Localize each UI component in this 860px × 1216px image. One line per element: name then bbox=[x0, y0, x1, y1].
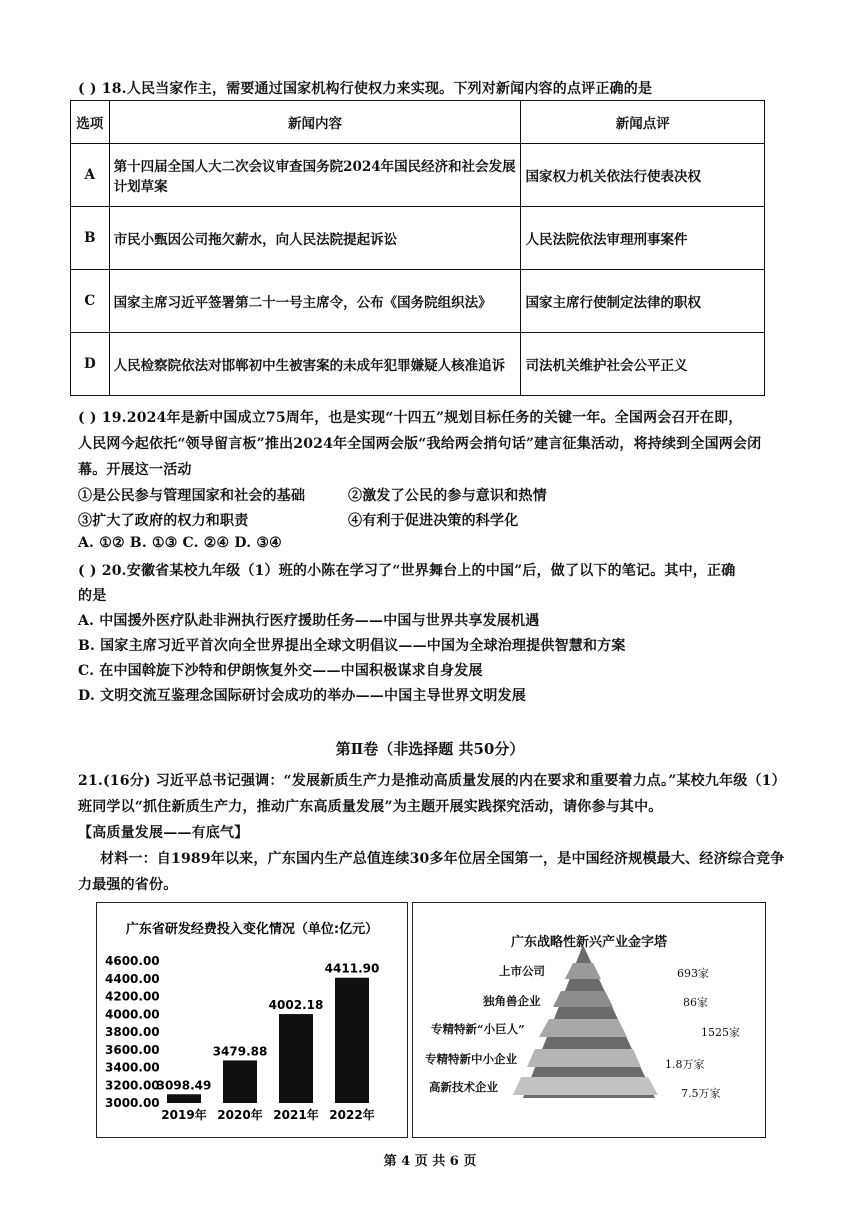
industry-pyramid-chart bbox=[412, 902, 766, 1138]
y-tick-label: 3200.00 bbox=[105, 1078, 160, 1093]
x-axis-labels bbox=[161, 1107, 374, 1122]
x-tick-label: 2019年 bbox=[161, 1108, 207, 1122]
q20-option-c: C. 在中国斡旋下沙特和伊朗恢复外交——中国积极谋求自身发展 bbox=[78, 663, 483, 679]
table-row bbox=[71, 144, 765, 207]
y-tick-label: 3400.00 bbox=[105, 1060, 160, 1075]
material-1-line1: 材料一：自1989年以来，广东国内生产总值连续30多年位居全国第一，是中国经济规模最大、经济综合竞争 bbox=[100, 851, 785, 867]
pyramid-level-label: 专精特新中小企业 bbox=[425, 1052, 517, 1066]
bar bbox=[167, 1094, 201, 1103]
pyramid-level-label: 高新技术企业 bbox=[429, 1080, 498, 1094]
row-option: A bbox=[71, 144, 110, 207]
rd-funding-chart bbox=[96, 902, 408, 1138]
y-tick-label: 3800.00 bbox=[105, 1025, 160, 1039]
y-tick-label: 4400.00 bbox=[105, 971, 160, 986]
y-tick-label: 3000.00 bbox=[105, 1096, 160, 1110]
q19-line2: 人民网今起依托“领导留言板”推出2024年全国两会版“我给两会捎句话”建言征集活动，将持续到全国两会闭 bbox=[78, 436, 762, 452]
pyramid-level-label: 上市公司 bbox=[499, 964, 545, 978]
q19-line1: ( ) 19.2024年是新中国成立75周年，也是实现“十四五”规划目标任务的关键一年。全国两会召开在即， bbox=[78, 410, 743, 426]
pyramid-level-value: 7.5万家 bbox=[681, 1087, 721, 1100]
row-comment: 人民法院依法审理刑事案件 bbox=[521, 207, 765, 270]
q19-option-4: ④有利于促进决策的科学化 bbox=[348, 513, 519, 529]
rd-funding-bar-svg bbox=[97, 903, 407, 1137]
table-row bbox=[71, 333, 765, 396]
pyramid-level-label: 专精特新“小巨人” bbox=[431, 1022, 525, 1036]
row-option: D bbox=[71, 333, 110, 396]
q19-option-3: ③扩大了政府的权力和职责 bbox=[78, 513, 249, 529]
q20-option-a: A. 中国援外医疗队赴非洲执行医疗援助任务——中国与世界共享发展机遇 bbox=[78, 613, 540, 629]
pyramid-layer-1 bbox=[565, 963, 601, 979]
q18-stem: ( ) 18.人民当家作主，需要通过国家机构行使权力来实现。下列对新闻内容的点评正确的是 bbox=[78, 81, 653, 97]
q19-option-1: ①是公民参与管理国家和社会的基础 bbox=[78, 488, 306, 504]
q20-option-b: B. 国家主席习近平首次向全世界提出全球文明倡议——中国为全球治理提供智慧和方案 bbox=[78, 638, 626, 654]
pyramid-level-value: 693家 bbox=[677, 967, 709, 980]
row-news: 市民小甄因公司拖欠薪水，向人民法院提起诉讼 bbox=[109, 207, 521, 270]
y-tick-label: 4000.00 bbox=[105, 1007, 160, 1022]
q20-line2: 的是 bbox=[78, 588, 107, 604]
q21-line1: 21.(16分) 习近平总书记强调：“发展新质生产力是推动高质量发展的内在要求和重要着力点。”某校九年级（1） bbox=[78, 773, 786, 789]
x-tick-label: 2020年 bbox=[217, 1108, 263, 1122]
row-news: 第十四届全国人大二次会议审查国务院2024年国民经济和社会发展计划草案 bbox=[109, 144, 521, 207]
table-header-row bbox=[71, 101, 765, 144]
bar-value-label: 4411.90 bbox=[324, 961, 380, 976]
q19-option-2: ②激发了公民的参与意识和热情 bbox=[348, 488, 547, 504]
x-tick-label: 2022年 bbox=[329, 1108, 375, 1122]
q21-line2: 班同学以“抓住新质生产力，推动广东高质量发展”为主题开展实践探究活动，请你参与其中。 bbox=[78, 799, 663, 815]
q19-line3: 幕。开展这一活动 bbox=[78, 462, 192, 478]
section-title: 第Ⅱ卷（非选择题 共50分） bbox=[335, 740, 525, 758]
row-news: 国家主席习近平签署第二十一号主席令，公布《国务院组织法》 bbox=[109, 270, 521, 333]
pyramid-layer-4 bbox=[527, 1049, 641, 1067]
bar-value-label: 4002.18 bbox=[268, 998, 324, 1013]
header-comment: 新闻点评 bbox=[521, 101, 765, 144]
row-option: C bbox=[71, 270, 110, 333]
pyramid-svg bbox=[413, 903, 765, 1137]
table-row bbox=[71, 207, 765, 270]
y-axis-ticks bbox=[105, 954, 160, 1110]
pyramid-layer-5 bbox=[513, 1077, 658, 1095]
row-comment: 国家权力机关依法行使表决权 bbox=[521, 144, 765, 207]
x-tick-label: 2021年 bbox=[273, 1108, 319, 1122]
pyramid-layer-3 bbox=[539, 1019, 627, 1037]
q20-option-d: D. 文明交流互鉴理念国际研讨会成功的举办——中国主导世界文明发展 bbox=[78, 688, 526, 704]
y-tick-label: 4200.00 bbox=[105, 989, 160, 1004]
chart-title: 广东省研发经费投入变化情况（单位:亿元） bbox=[125, 922, 379, 937]
pyramid-layer-2 bbox=[553, 991, 613, 1007]
q21-subhead: 【高质量发展——有底气】 bbox=[78, 825, 249, 841]
table-row bbox=[71, 270, 765, 333]
page-footer: 第 4 页 共 6 页 bbox=[383, 1154, 477, 1169]
header-option: 选项 bbox=[71, 101, 110, 144]
bar bbox=[335, 978, 369, 1103]
material-1-line2: 力最强的省份。 bbox=[78, 877, 178, 893]
q19-choices: A. ①② B. ①③ C. ②④ D. ③④ bbox=[78, 535, 282, 551]
pyramid-level-value: 1.8万家 bbox=[665, 1058, 705, 1071]
row-option: B bbox=[71, 207, 110, 270]
row-comment: 司法机关维护社会公平正义 bbox=[521, 333, 765, 396]
y-tick-label: 3600.00 bbox=[105, 1042, 160, 1057]
pyramid-title: 广东战略性新兴产业金字塔 bbox=[510, 935, 667, 950]
pyramid-level-value: 1525家 bbox=[701, 1026, 740, 1039]
pyramid-level-value: 86家 bbox=[683, 996, 708, 1009]
row-comment: 国家主席行使制定法律的职权 bbox=[521, 270, 765, 333]
row-news: 人民检察院依法对邯郸初中生被害案的未成年犯罪嫌疑人核准追诉 bbox=[109, 333, 521, 396]
bar bbox=[279, 1014, 313, 1103]
bar-value-label: 3098.49 bbox=[156, 1078, 212, 1093]
bar-value-label: 3479.88 bbox=[212, 1044, 268, 1059]
q20-line1: ( ) 20.安徽省某校九年级（1）班的小陈在学习了“世界舞台上的中国”后，做了以下的笔记。其中，正确 bbox=[78, 563, 736, 579]
q18-table bbox=[70, 100, 765, 396]
header-news: 新闻内容 bbox=[109, 101, 521, 144]
bar bbox=[223, 1060, 257, 1103]
pyramid-level-label: 独角兽企业 bbox=[483, 994, 541, 1008]
y-tick-label: 4600.00 bbox=[105, 954, 160, 968]
